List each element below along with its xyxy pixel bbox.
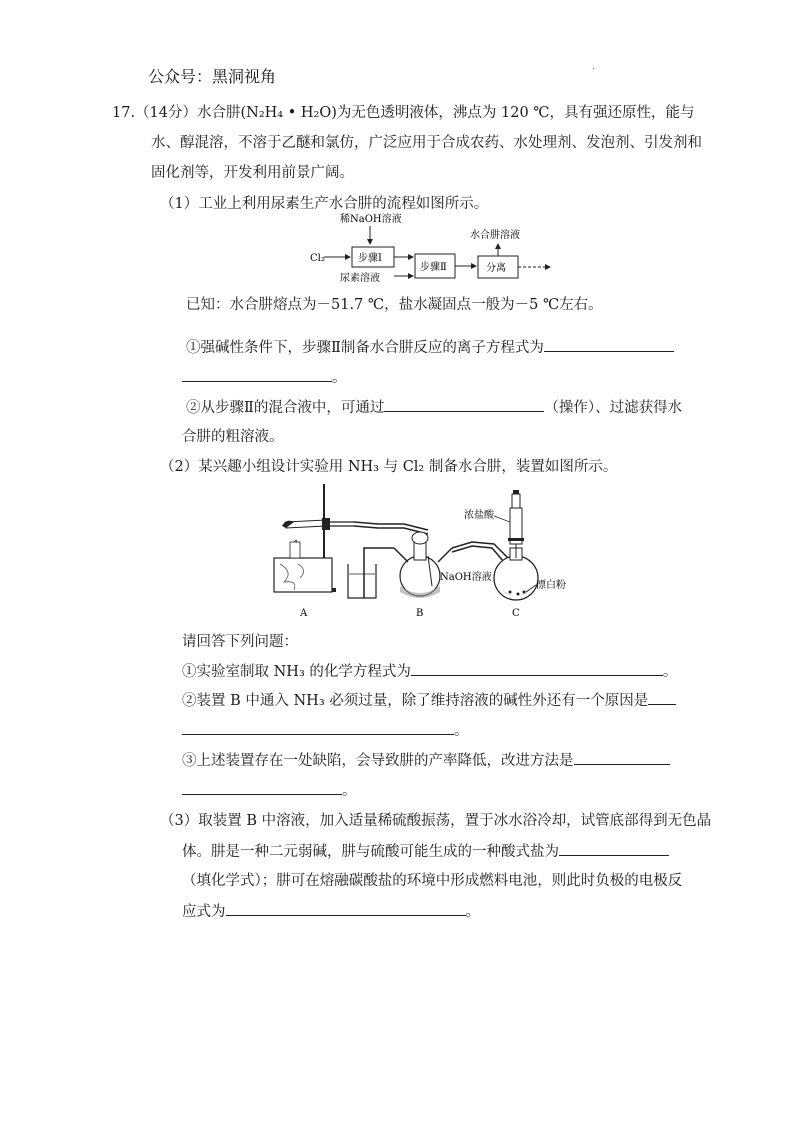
- apparatus-a: [274, 484, 354, 619]
- q2-2-cont: 。: [182, 720, 469, 741]
- q1-1-cont: 。: [182, 367, 347, 388]
- part1-title: （1）工业上利用尿素生产水合肼的流程如图所示。: [160, 196, 489, 212]
- flow-step1-label: 步骤Ⅰ: [358, 253, 382, 264]
- q2-1-text: ①实验室制取 NH₃ 的化学方程式为 。: [182, 661, 677, 682]
- known-info: 已知：水合肼熔点为－51.7 ℃，盐水凝固点一般为－5 ℃左右。: [186, 297, 603, 313]
- answer-blank-3-1[interactable]: [559, 841, 669, 856]
- answer-blank-1-1b[interactable]: [182, 367, 332, 382]
- hcl-label: 浓盐酸: [464, 510, 494, 521]
- question-intro-line1: 17.（14分）水合肼(N₂H₄ • H₂O)为无色透明液体，沸点为 120 ℃，具有强还原性，能与: [112, 105, 695, 121]
- answer-blank-2-2a[interactable]: [648, 690, 676, 705]
- flow-cl2-label: Cl₂: [310, 253, 325, 264]
- q1-1-text: ①强碱性条件下，步骤Ⅱ制备水合肼反应的离子方程式为: [186, 337, 674, 358]
- part3-line2: 体。肼是一种二元弱碱，肼与硫酸可能生成的一种酸式盐为: [182, 841, 669, 862]
- answer-blank-1-1a[interactable]: [544, 337, 674, 352]
- q2-3-cont: 。: [182, 780, 357, 801]
- apparatus-b: [394, 532, 492, 619]
- naoh-solution-label: NaOH溶液: [440, 572, 492, 583]
- flow-separate-label: 分离: [486, 263, 506, 274]
- answer-blank-1-2[interactable]: [384, 397, 544, 412]
- apparatus-label-c: C: [512, 608, 520, 619]
- bleach-label: 漂白粉: [536, 580, 566, 591]
- flowchart-diagram: [300, 210, 560, 288]
- account-header: 公众号：黑洞视角: [148, 67, 277, 86]
- q2-2-text: ②装置 B 中通入 NH₃ 必须过量，除了维持溶液的碱性外还有一个原因是: [182, 690, 676, 711]
- q1-2-cont: 合肼的粗溶液。: [182, 429, 284, 445]
- apparatus-diagram: [268, 482, 568, 624]
- question-intro-line3: 固化剂等，开发利用前景广阔。: [151, 165, 354, 181]
- header-mark: ·: [592, 64, 596, 75]
- flow-step2-label: 步骤Ⅱ: [420, 262, 447, 273]
- apparatus-label-a: A: [300, 608, 308, 619]
- part3-line4: 应式为 。: [182, 901, 480, 922]
- part3-line1: （3）取装置 B 中溶液，加入适量稀硫酸振荡，置于冰水浴冷却，试管底部得到无色晶: [160, 813, 712, 829]
- q1-2-text: ②从步骤Ⅱ的混合液中，可通过 （操作）、过滤获得水: [186, 397, 682, 418]
- q2-3-text: ③上述装置存在一处缺陷，会导致肼的产率降低，改进方法是: [182, 750, 670, 771]
- flow-product-label: 水合肼溶液: [470, 230, 520, 241]
- answer-blank-2-1[interactable]: [411, 661, 663, 676]
- beaker: [348, 548, 394, 598]
- flow-urea-label: 尿素溶液: [340, 273, 380, 284]
- answer-blank-2-3b[interactable]: [182, 780, 342, 795]
- part2-title: （2）某兴趣小组设计实验用 NH₃ 与 Cl₂ 制备水合肼，装置如图所示。: [160, 459, 618, 475]
- part3-line3: （填化学式）；肼可在熔融碳酸盐的环境中形成燃料电池，则此时负极的电极反: [182, 873, 683, 889]
- answer-blank-2-3a[interactable]: [574, 750, 670, 765]
- answer-blank-3-2[interactable]: [226, 901, 466, 916]
- flow-naoh-label: 稀NaOH溶液: [340, 214, 402, 225]
- answer-blank-2-2b[interactable]: [182, 720, 454, 735]
- apparatus-c: [464, 490, 566, 619]
- please-answer: 请回答下列问题：: [182, 634, 298, 650]
- question-intro-line2: 水、醇混溶，不溶于乙醚和氯仿，广泛应用于合成农药、水处理剂、发泡剂、引发剂和: [151, 135, 702, 151]
- apparatus-label-b: B: [416, 608, 424, 619]
